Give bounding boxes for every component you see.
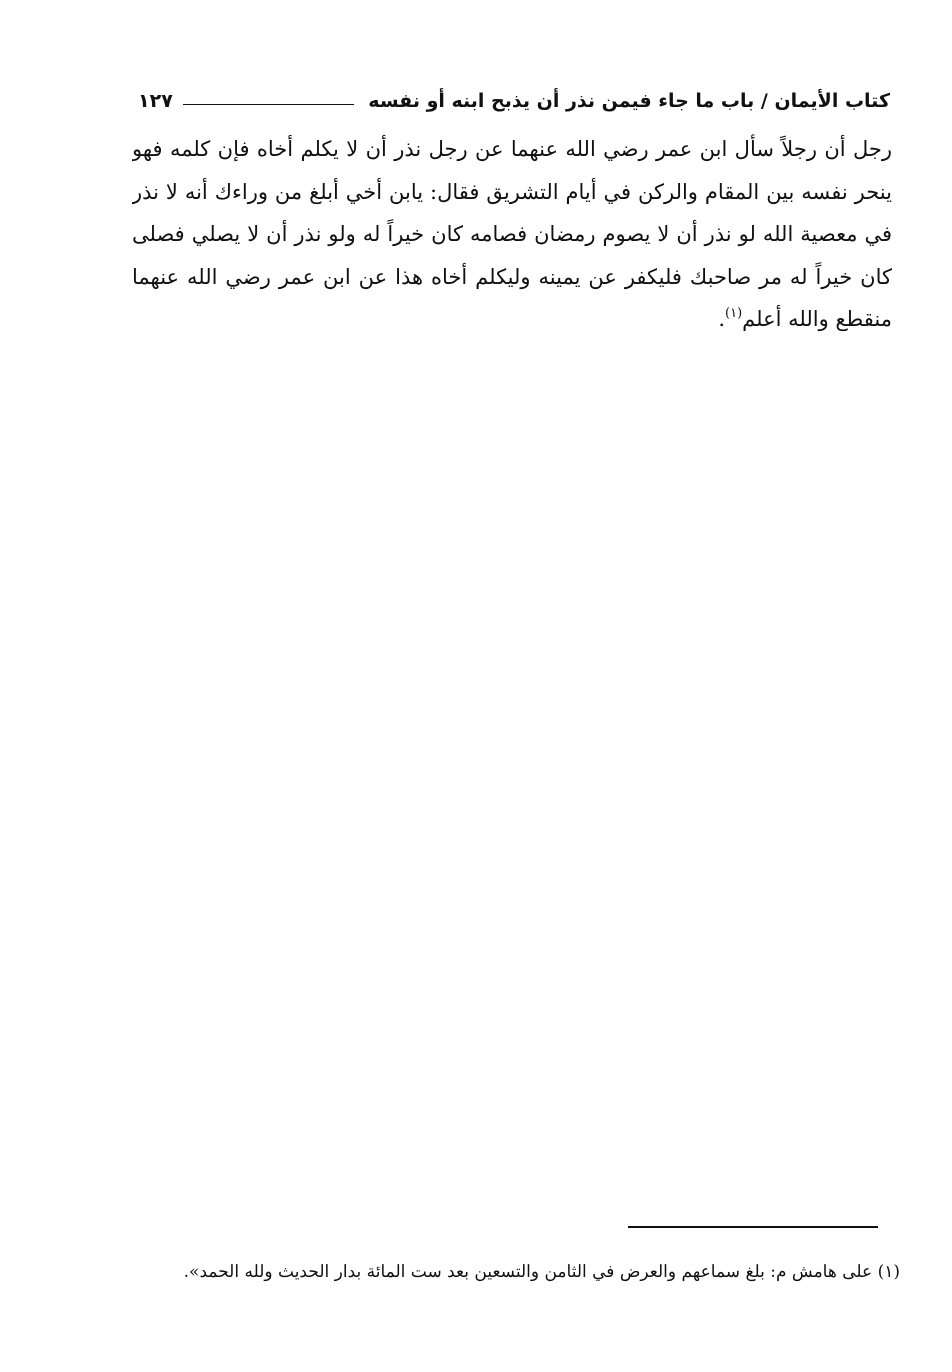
- body-line: رجل أن رجلاً سأل ابن عمر رضي الله عنهما عن رجل نذر أن لا يكلم أخاه فإن كلمه فهو: [132, 137, 892, 161]
- footnote-reference: (١): [725, 306, 743, 321]
- body-line: ينحر نفسه بين المقام والركن في أيام التشريق فقال: يابن أخي أبلغ من وراءك أنه لا نذر: [132, 179, 892, 204]
- body-line-last: [132, 298, 892, 341]
- footnote: (١) على هامش م: بلغ سماعهم والعرض في الثامن والتسعين بعد ست المائة بدار الحديث ولله الحمد».: [183, 1262, 900, 1282]
- running-header: [138, 84, 890, 118]
- body-line-text: منقطع والله أعلم: [742, 307, 892, 331]
- body-line: كان خيراً له مر صاحبك فليكفر عن يمينه وليكلم أخاه هذا عن ابن عمر رضي الله عنهما: [132, 264, 892, 289]
- page-number: ١٢٧: [138, 90, 173, 112]
- header-rule: [183, 104, 355, 105]
- header-title: كتاب الأيمان / باب ما جاء فيمن نذر أن يذبح ابنه أو نفسه: [368, 90, 890, 112]
- footnote-separator: [628, 1226, 878, 1228]
- body-line: في معصية الله لو نذر أن لا يصوم رمضان فصامه كان خيراً له ولو نذر أن لا يصلي فصلى: [132, 222, 892, 246]
- final-punctuation: .: [718, 307, 726, 331]
- body-text: [132, 128, 892, 341]
